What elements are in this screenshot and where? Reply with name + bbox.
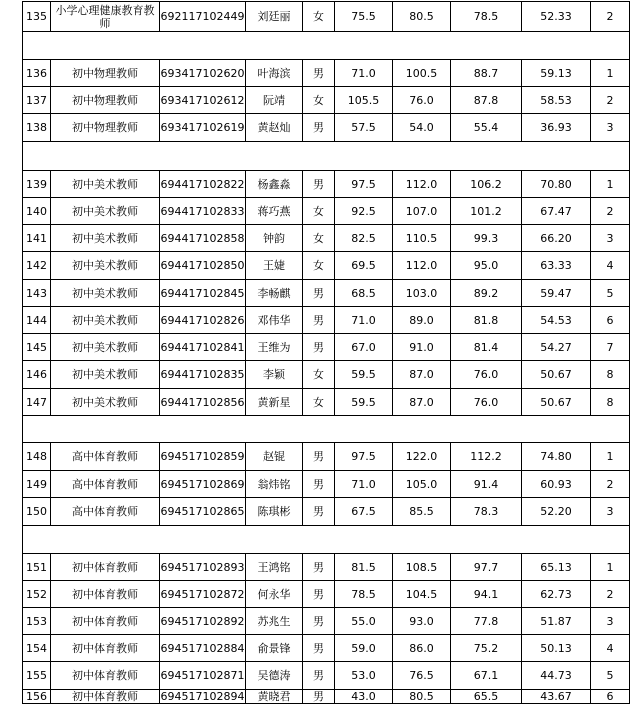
rank-cell: 1 <box>591 554 630 581</box>
position-name-cell: 初中物理教师 <box>51 60 160 87</box>
total-score-cell: 59.47 <box>522 280 591 307</box>
table-row <box>23 334 630 361</box>
exam-id-cell: 692117102449 <box>160 2 246 32</box>
table-row <box>23 87 630 114</box>
separator-row <box>23 32 630 60</box>
professional-score-cell: 110.5 <box>393 225 451 252</box>
candidate-name-cell: 黄赵灿 <box>246 114 303 142</box>
table-row <box>23 635 630 662</box>
gender-cell: 女 <box>303 2 335 32</box>
exam-id-cell: 694517102869 <box>160 471 246 498</box>
gender-cell: 女 <box>303 198 335 225</box>
written-score-cell: 97.5 <box>335 443 393 471</box>
written-score-cell: 71.0 <box>335 471 393 498</box>
candidate-name-cell: 阮靖 <box>246 87 303 114</box>
separator-cell <box>23 142 630 171</box>
row-number-cell: 142 <box>23 252 51 280</box>
position-name-cell: 初中美术教师 <box>51 252 160 280</box>
gender-cell: 男 <box>303 171 335 198</box>
table-row <box>23 662 630 690</box>
rank-cell: 2 <box>591 471 630 498</box>
written-score-cell: 82.5 <box>335 225 393 252</box>
row-number-cell: 152 <box>23 581 51 608</box>
gender-cell: 男 <box>303 635 335 662</box>
exam-id-cell: 694417102856 <box>160 389 246 416</box>
total-score-cell: 52.33 <box>522 2 591 32</box>
average-score-cell: 99.3 <box>451 225 522 252</box>
position-name-cell: 高中体育教师 <box>51 443 160 471</box>
professional-score-cell: 91.0 <box>393 334 451 361</box>
average-score-cell: 81.8 <box>451 307 522 334</box>
position-name-cell: 初中体育教师 <box>51 554 160 581</box>
row-number-cell: 154 <box>23 635 51 662</box>
average-score-cell: 106.2 <box>451 171 522 198</box>
separator-cell <box>23 32 630 60</box>
exam-id-cell: 694517102865 <box>160 498 246 526</box>
total-score-cell: 51.87 <box>522 608 591 635</box>
row-number-cell: 140 <box>23 198 51 225</box>
position-name-cell: 初中体育教师 <box>51 635 160 662</box>
rank-cell: 3 <box>591 498 630 526</box>
exam-id-cell: 694517102871 <box>160 662 246 690</box>
rank-cell: 4 <box>591 635 630 662</box>
professional-score-cell: 105.0 <box>393 471 451 498</box>
table-row <box>23 581 630 608</box>
candidate-name-cell: 刘廷丽 <box>246 2 303 32</box>
separator-row <box>23 526 630 554</box>
candidate-name-cell: 黄晓君 <box>246 690 303 704</box>
professional-score-cell: 100.5 <box>393 60 451 87</box>
rank-cell: 3 <box>591 225 630 252</box>
rank-cell: 4 <box>591 252 630 280</box>
average-score-cell: 101.2 <box>451 198 522 225</box>
gender-cell: 男 <box>303 608 335 635</box>
written-score-cell: 71.0 <box>335 60 393 87</box>
average-score-cell: 89.2 <box>451 280 522 307</box>
total-score-cell: 52.20 <box>522 498 591 526</box>
average-score-cell: 112.2 <box>451 443 522 471</box>
exam-id-cell: 694517102872 <box>160 581 246 608</box>
total-score-cell: 43.67 <box>522 690 591 704</box>
exam-id-cell: 694517102884 <box>160 635 246 662</box>
written-score-cell: 68.5 <box>335 280 393 307</box>
row-number-cell: 138 <box>23 114 51 142</box>
gender-cell: 男 <box>303 471 335 498</box>
table-row <box>23 60 630 87</box>
table-row <box>23 443 630 471</box>
written-score-cell: 97.5 <box>335 171 393 198</box>
candidate-name-cell: 蒋巧燕 <box>246 198 303 225</box>
rank-cell: 1 <box>591 171 630 198</box>
rank-cell: 3 <box>591 114 630 142</box>
written-score-cell: 81.5 <box>335 554 393 581</box>
position-name-cell: 初中物理教师 <box>51 114 160 142</box>
professional-score-cell: 108.5 <box>393 554 451 581</box>
gender-cell: 男 <box>303 662 335 690</box>
gender-cell: 男 <box>303 334 335 361</box>
professional-score-cell: 54.0 <box>393 114 451 142</box>
table-row <box>23 608 630 635</box>
professional-score-cell: 86.0 <box>393 635 451 662</box>
candidate-name-cell: 吴德涛 <box>246 662 303 690</box>
gender-cell: 男 <box>303 114 335 142</box>
position-name-cell: 初中体育教师 <box>51 662 160 690</box>
professional-score-cell: 87.0 <box>393 361 451 389</box>
candidate-name-cell: 何永华 <box>246 581 303 608</box>
total-score-cell: 50.67 <box>522 389 591 416</box>
candidate-name-cell: 苏兆生 <box>246 608 303 635</box>
separator-row <box>23 416 630 443</box>
total-score-cell: 67.47 <box>522 198 591 225</box>
gender-cell: 女 <box>303 252 335 280</box>
position-name-cell: 初中美术教师 <box>51 334 160 361</box>
average-score-cell: 87.8 <box>451 87 522 114</box>
total-score-cell: 63.33 <box>522 252 591 280</box>
written-score-cell: 71.0 <box>335 307 393 334</box>
table-row <box>23 690 630 704</box>
total-score-cell: 50.67 <box>522 361 591 389</box>
candidate-name-cell: 翁炜铭 <box>246 471 303 498</box>
total-score-cell: 62.73 <box>522 581 591 608</box>
gender-cell: 女 <box>303 225 335 252</box>
row-number-cell: 156 <box>23 690 51 704</box>
average-score-cell: 94.1 <box>451 581 522 608</box>
gender-cell: 男 <box>303 443 335 471</box>
average-score-cell: 75.2 <box>451 635 522 662</box>
row-number-cell: 136 <box>23 60 51 87</box>
written-score-cell: 43.0 <box>335 690 393 704</box>
written-score-cell: 59.5 <box>335 389 393 416</box>
position-name-cell: 初中美术教师 <box>51 389 160 416</box>
exam-id-cell: 694517102893 <box>160 554 246 581</box>
candidate-name-cell: 陈琪彬 <box>246 498 303 526</box>
average-score-cell: 55.4 <box>451 114 522 142</box>
candidate-name-cell: 钟韵 <box>246 225 303 252</box>
professional-score-cell: 76.0 <box>393 87 451 114</box>
total-score-cell: 65.13 <box>522 554 591 581</box>
written-score-cell: 67.0 <box>335 334 393 361</box>
table-row <box>23 498 630 526</box>
row-number-cell: 149 <box>23 471 51 498</box>
table-row <box>23 225 630 252</box>
written-score-cell: 78.5 <box>335 581 393 608</box>
row-number-cell: 139 <box>23 171 51 198</box>
written-score-cell: 67.5 <box>335 498 393 526</box>
row-number-cell: 145 <box>23 334 51 361</box>
position-name-cell: 初中美术教师 <box>51 198 160 225</box>
professional-score-cell: 87.0 <box>393 389 451 416</box>
table-row <box>23 198 630 225</box>
rank-cell: 2 <box>591 581 630 608</box>
table-row <box>23 361 630 389</box>
total-score-cell: 54.53 <box>522 307 591 334</box>
professional-score-cell: 80.5 <box>393 2 451 32</box>
gender-cell: 男 <box>303 280 335 307</box>
average-score-cell: 78.3 <box>451 498 522 526</box>
separator-cell <box>23 526 630 554</box>
professional-score-cell: 103.0 <box>393 280 451 307</box>
row-number-cell: 135 <box>23 2 51 32</box>
row-number-cell: 153 <box>23 608 51 635</box>
written-score-cell: 105.5 <box>335 87 393 114</box>
average-score-cell: 91.4 <box>451 471 522 498</box>
professional-score-cell: 85.5 <box>393 498 451 526</box>
row-number-cell: 155 <box>23 662 51 690</box>
exam-id-cell: 694417102841 <box>160 334 246 361</box>
rank-cell: 5 <box>591 280 630 307</box>
candidate-name-cell: 王婕 <box>246 252 303 280</box>
row-number-cell: 137 <box>23 87 51 114</box>
score-table <box>22 1 630 704</box>
total-score-cell: 44.73 <box>522 662 591 690</box>
rank-cell: 8 <box>591 389 630 416</box>
rank-cell: 6 <box>591 690 630 704</box>
written-score-cell: 92.5 <box>335 198 393 225</box>
exam-id-cell: 694517102892 <box>160 608 246 635</box>
total-score-cell: 58.53 <box>522 87 591 114</box>
exam-id-cell: 693417102619 <box>160 114 246 142</box>
professional-score-cell: 112.0 <box>393 171 451 198</box>
exam-id-cell: 694417102826 <box>160 307 246 334</box>
row-number-cell: 143 <box>23 280 51 307</box>
exam-id-cell: 694417102845 <box>160 280 246 307</box>
position-name-cell: 初中美术教师 <box>51 280 160 307</box>
total-score-cell: 54.27 <box>522 334 591 361</box>
written-score-cell: 59.0 <box>335 635 393 662</box>
row-number-cell: 150 <box>23 498 51 526</box>
rank-cell: 8 <box>591 361 630 389</box>
rank-cell: 7 <box>591 334 630 361</box>
table-row <box>23 307 630 334</box>
average-score-cell: 88.7 <box>451 60 522 87</box>
professional-score-cell: 122.0 <box>393 443 451 471</box>
average-score-cell: 81.4 <box>451 334 522 361</box>
average-score-cell: 65.5 <box>451 690 522 704</box>
gender-cell: 女 <box>303 389 335 416</box>
candidate-name-cell: 黄新星 <box>246 389 303 416</box>
average-score-cell: 78.5 <box>451 2 522 32</box>
written-score-cell: 57.5 <box>335 114 393 142</box>
gender-cell: 男 <box>303 498 335 526</box>
total-score-cell: 70.80 <box>522 171 591 198</box>
position-name-cell: 初中美术教师 <box>51 361 160 389</box>
row-number-cell: 141 <box>23 225 51 252</box>
professional-score-cell: 80.5 <box>393 690 451 704</box>
exam-id-cell: 694417102822 <box>160 171 246 198</box>
row-number-cell: 151 <box>23 554 51 581</box>
row-number-cell: 147 <box>23 389 51 416</box>
table-row <box>23 2 630 32</box>
rank-cell: 2 <box>591 198 630 225</box>
candidate-name-cell: 李颖 <box>246 361 303 389</box>
professional-score-cell: 76.5 <box>393 662 451 690</box>
average-score-cell: 76.0 <box>451 389 522 416</box>
rank-cell: 1 <box>591 60 630 87</box>
separator-cell <box>23 416 630 443</box>
candidate-name-cell: 杨鑫淼 <box>246 171 303 198</box>
gender-cell: 男 <box>303 554 335 581</box>
row-number-cell: 146 <box>23 361 51 389</box>
table-row <box>23 554 630 581</box>
total-score-cell: 60.93 <box>522 471 591 498</box>
candidate-name-cell: 俞景锋 <box>246 635 303 662</box>
total-score-cell: 50.13 <box>522 635 591 662</box>
rank-cell: 2 <box>591 2 630 32</box>
professional-score-cell: 104.5 <box>393 581 451 608</box>
table-row <box>23 389 630 416</box>
professional-score-cell: 93.0 <box>393 608 451 635</box>
total-score-cell: 59.13 <box>522 60 591 87</box>
row-number-cell: 148 <box>23 443 51 471</box>
candidate-name-cell: 王维为 <box>246 334 303 361</box>
position-name-cell: 高中体育教师 <box>51 498 160 526</box>
candidate-name-cell: 叶海滨 <box>246 60 303 87</box>
table-row <box>23 114 630 142</box>
professional-score-cell: 89.0 <box>393 307 451 334</box>
candidate-name-cell: 李畅麒 <box>246 280 303 307</box>
position-name-cell: 初中体育教师 <box>51 581 160 608</box>
rank-cell: 3 <box>591 608 630 635</box>
gender-cell: 女 <box>303 87 335 114</box>
candidate-name-cell: 邓伟华 <box>246 307 303 334</box>
written-score-cell: 55.0 <box>335 608 393 635</box>
written-score-cell: 75.5 <box>335 2 393 32</box>
professional-score-cell: 107.0 <box>393 198 451 225</box>
professional-score-cell: 112.0 <box>393 252 451 280</box>
candidate-name-cell: 赵锟 <box>246 443 303 471</box>
table-row <box>23 471 630 498</box>
position-name-cell: 初中美术教师 <box>51 307 160 334</box>
position-name-cell: 初中物理教师 <box>51 87 160 114</box>
position-name-cell: 小学心理健康教育教师 <box>51 2 160 32</box>
position-name-cell: 初中体育教师 <box>51 608 160 635</box>
exam-id-cell: 694417102835 <box>160 361 246 389</box>
average-score-cell: 95.0 <box>451 252 522 280</box>
position-name-cell: 初中美术教师 <box>51 225 160 252</box>
written-score-cell: 59.5 <box>335 361 393 389</box>
table-row <box>23 252 630 280</box>
gender-cell: 男 <box>303 307 335 334</box>
exam-id-cell: 694517102894 <box>160 690 245 703</box>
table-row <box>23 280 630 307</box>
position-name-cell: 初中美术教师 <box>51 171 160 198</box>
exam-id-cell: 694417102833 <box>160 198 246 225</box>
average-score-cell: 67.1 <box>451 662 522 690</box>
rank-cell: 5 <box>591 662 630 690</box>
average-score-cell: 76.0 <box>451 361 522 389</box>
position-name-cell: 初中体育教师 <box>51 690 160 704</box>
table-row <box>23 171 630 198</box>
gender-cell: 男 <box>303 60 335 87</box>
total-score-cell: 66.20 <box>522 225 591 252</box>
written-score-cell: 69.5 <box>335 252 393 280</box>
gender-cell: 女 <box>303 361 335 389</box>
gender-cell: 男 <box>303 690 335 704</box>
gender-cell: 男 <box>303 581 335 608</box>
exam-id-cell: 693417102612 <box>160 87 246 114</box>
rank-cell: 6 <box>591 307 630 334</box>
average-score-cell: 77.8 <box>451 608 522 635</box>
exam-id-cell: 694417102858 <box>160 225 246 252</box>
exam-id-cell: 694517102859 <box>160 443 246 471</box>
rank-cell: 2 <box>591 87 630 114</box>
exam-id-cell: 694417102850 <box>160 252 246 280</box>
separator-row <box>23 142 630 171</box>
average-score-cell: 97.7 <box>451 554 522 581</box>
rank-cell: 1 <box>591 443 630 471</box>
position-name-cell: 高中体育教师 <box>51 471 160 498</box>
written-score-cell: 53.0 <box>335 662 393 690</box>
total-score-cell: 36.93 <box>522 114 591 142</box>
candidate-name-cell: 王鸿铭 <box>246 554 303 581</box>
total-score-cell: 74.80 <box>522 443 591 471</box>
row-number-cell: 144 <box>23 307 51 334</box>
exam-id-cell: 693417102620 <box>160 60 246 87</box>
